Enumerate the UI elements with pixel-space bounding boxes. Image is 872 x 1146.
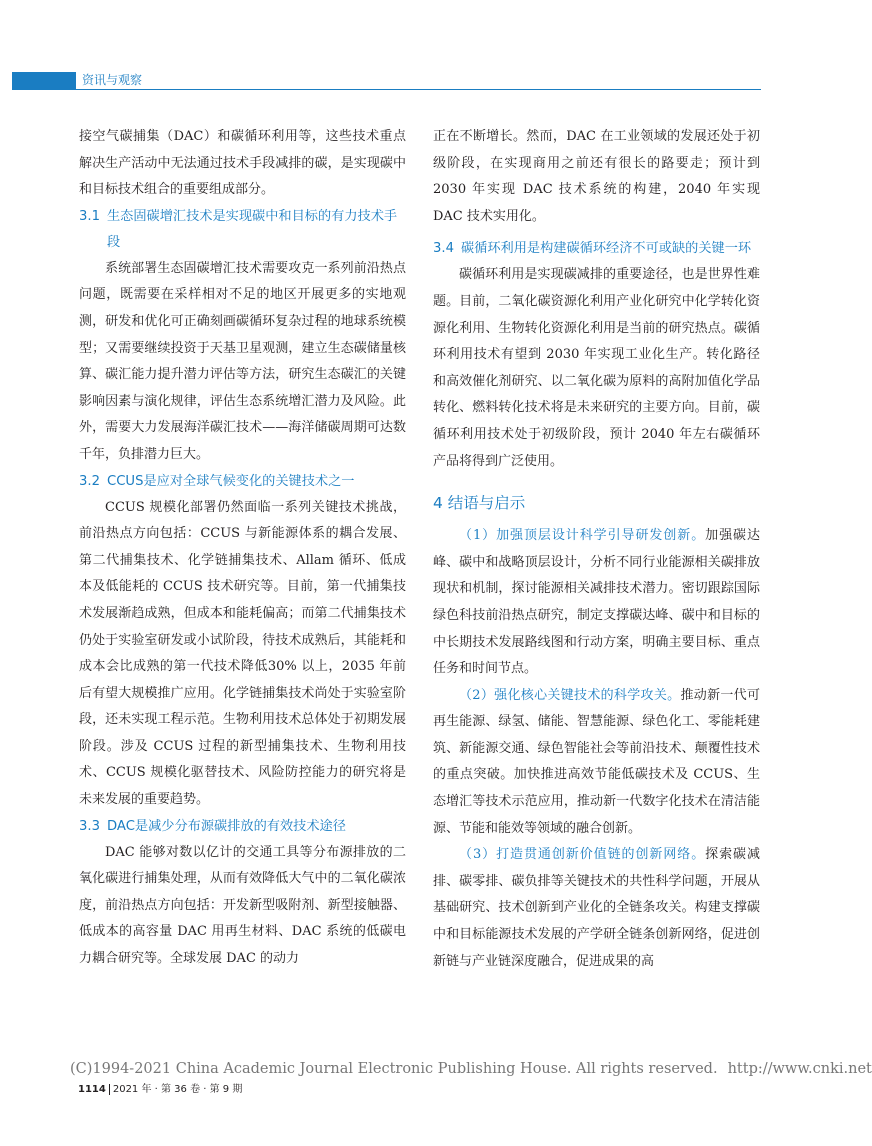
issue-info: 2021 年 · 第 36 卷 · 第 9 期 <box>112 1084 243 1095</box>
paragraph-lead: （2）强化核心关键技术的科学攻关。 <box>459 687 681 703</box>
paragraph: （1）加强顶层设计科学引导研发创新。加强碳达峰、碳中和战略顶层设计，分析不同行业能源相关碳排放现状和机制，探讨能源相关减排技术潜力。密切跟踪国际绿色科技前沿热点研究，制定支撑碳达峰、碳中和目标的中长期技术发展路线图和行动方案，明确主要目标、重点任务和时间节点。 <box>433 528 760 677</box>
copyright-watermark: (C)1994-2021 China Academic Journal Electronic Publishing House. All rights reserved. http://www.cnki.net <box>70 1061 872 1077</box>
header-color-block <box>12 72 76 90</box>
subsection-heading-3-2: 3.2 CCUS是应对全球气候变化的关键技术之一 <box>79 473 355 489</box>
header-rule <box>76 89 761 90</box>
cnki-url: http://www.cnki.net <box>727 1061 872 1077</box>
paragraph: CCUS 规模化部署仍然面临一系列关键技术挑战，前沿热点方向包括：CCUS 与新能源体系的耦合发展、第二代捕集技术、化学链捕集技术、Allam 循环、低成本及低能耗的 CCUS 技术研究等。目前，第一代捕集技术发展渐趋成熟，但成本和能耗偏高；而第二代捕集技术仍处于实验室研发或小试阶段，待技术成熟后，其能耗和成本会比成熟的第一代技术降低30% 以上，2035 年前后有望大规模推广应用。化学链捕集技术尚处于实验室阶段，还未实现工程示范。生物利用技术总体处于初期发展阶段。涉及 CCUS 过程的新型捕集技术、生物利用技术、CCUS 规模化驱替技术、风险防控能力的研究将是未来发展的重要趋势。 <box>79 499 406 808</box>
paragraph: （3）打造贯通创新价值链的创新网络。探索碳减排、碳零排、碳负排等关键技术的共性科学问题，开展从基础研究、技术创新到产业化的全链条攻关。构建支撑碳中和目标能源技术发展的产学研全链条创新网络，促进创新链与产业链深度融合，促进成果的高 <box>433 847 760 969</box>
paragraph: 接空气碳捕集（DAC）和碳循环利用等，这些技术重点解决生产活动中无法通过技术手段减排的碳，是实现碳中和目标技术组合的重要组成部分。 <box>79 129 406 198</box>
paragraph: 系统部署生态固碳增汇技术需要攻克一系列前沿热点问题，既需要在采样相对不足的地区开展更多的实地观测，研发和优化可正确刻画碳循环复杂过程的地球系统模型；又需要继续投资于天基卫星观测，建立生态碳储量核算、碳汇能力提升潜力评估等方法，研究生态碳汇的关键影响因素与演化规律，评估生态系统增汇潜力及风险。此外，需要大力发展海洋碳汇技术——海洋储碳周期可达数千年，负排潜力巨大。 <box>79 260 406 462</box>
left-column <box>79 124 406 973</box>
paragraph-lead: （3）打造贯通创新价值链的创新网络。 <box>459 847 706 863</box>
right-column <box>433 124 760 975</box>
subsection-heading-3-3: 3.3 DAC是减少分布源碳排放的有效技术途径 <box>79 818 346 834</box>
section-heading-4: 4 结语与启示 <box>433 494 526 513</box>
paragraph: DAC 能够对数以亿计的交通工具等分布源排放的二氧化碳进行捕集处理，从而有效降低大气中的二氧化碳浓度，前沿热点方向包括：开发新型吸附剂、新型接触器、低成本的高容量 DAC 用再生材料、DAC 系统的低碳电力耦合研究等。全球发展 DAC 的动力 <box>79 844 406 967</box>
section-label: 资讯与观察 <box>82 73 143 87</box>
subsection-heading-3-4: 3.4 碳循环利用是构建碳循环经济不可或缺的关键一环 <box>433 241 752 257</box>
page-footer <box>78 1080 242 1095</box>
page-number: 1114 <box>78 1084 110 1095</box>
paragraph: （2）强化核心关键技术的科学攻关。推动新一代可再生能源、绿氢、储能、智慧能源、绿色化工、零能耗建筑、新能源交通、绿色智能社会等前沿技术、颠覆性技术的重点突破。加快推进高效节能低碳技术及 CCUS、生态增汇等技术示范应用，推动新一代数字化技术在清洁能源、节能和能效等领域的融合创新。 <box>433 687 760 836</box>
paragraph: 碳循环利用是实现碳减排的重要途径，也是世界性难题。目前，二氧化碳资源化利用产业化研究中化学转化资源化利用、生物转化资源化利用是当前的研究热点。碳循环利用技术有望到 2030 年实现工业化生产。转化路径和高效催化剂研究、以二氧化碳为原料的高附加值化学品转化、燃料转化技术将是未来研究的主要方向。目前，碳循环利用技术处于初级阶段，预计 2040 年左右碳循环产品将得到广泛使用。 <box>433 267 760 469</box>
paragraph: 正在不断增长。然而，DAC 在工业领域的发展还处于初级阶段，在实现商用之前还有很长的路要走；预计到 2030 年实现 DAC 技术系统的构建，2040 年实现 DAC 技术实用化。 <box>433 129 760 224</box>
subsection-heading-3-1: 3.1 生态固碳增汇技术是实现碳中和目标的有力技术手段 <box>79 208 398 250</box>
paragraph-lead: （1）加强顶层设计科学引导研发创新。 <box>459 528 706 544</box>
